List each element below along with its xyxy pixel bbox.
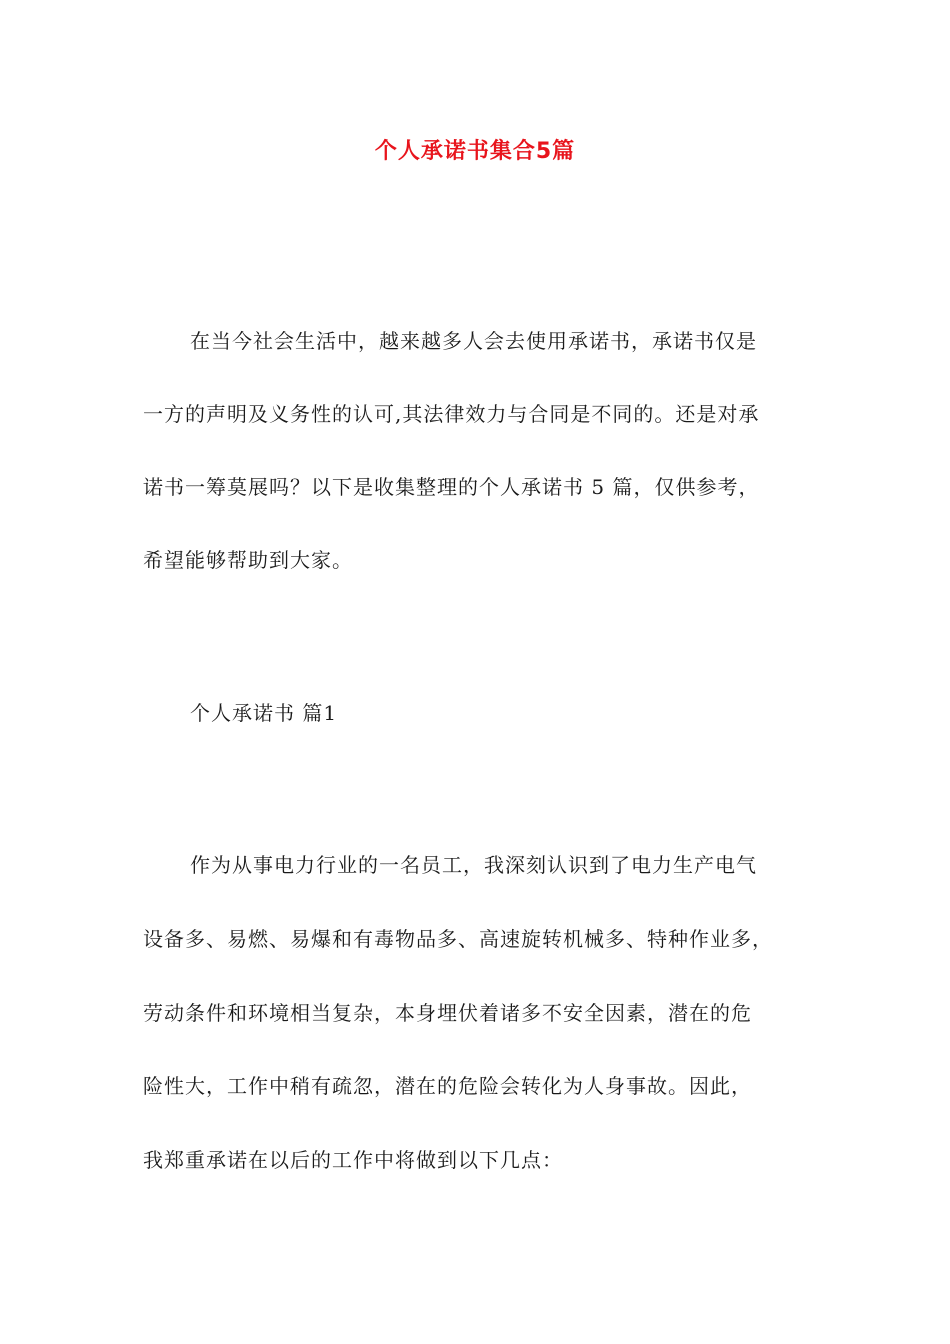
intro-line-1: 在当今社会生活中，越来越多人会去使用承诺书，承诺书仅是 [190,329,757,353]
document-title: 个人承诺书集合5篇 [374,139,576,164]
body-line-1: 作为从事电力行业的一名员工，我深刻认识到了电力生产电气 [190,853,757,877]
body-line-2: 设备多、易燃、易爆和有毒物品多、高速旋转机械多、特种作业多， [143,927,773,951]
body-line-5: 我郑重承诺在以后的工作中将做到以下几点： [143,1148,563,1172]
intro-line-3: 诺书一筹莫展吗？以下是收集整理的个人承诺书 5 篇，仅供参考， [143,475,760,499]
intro-line-4: 希望能够帮助到大家。 [143,548,353,572]
body-line-3: 劳动条件和环境相当复杂，本身埋伏着诸多不安全因素，潜在的危 [143,1001,752,1025]
body-line-4: 险性大，工作中稍有疏忽，潜在的危险会转化为人身事故。因此， [143,1074,752,1098]
intro-line-2: 一方的声明及义务性的认可,其法律效力与合同是不同的。还是对承 [143,402,760,426]
section-heading: 个人承诺书 篇1 [190,701,338,725]
